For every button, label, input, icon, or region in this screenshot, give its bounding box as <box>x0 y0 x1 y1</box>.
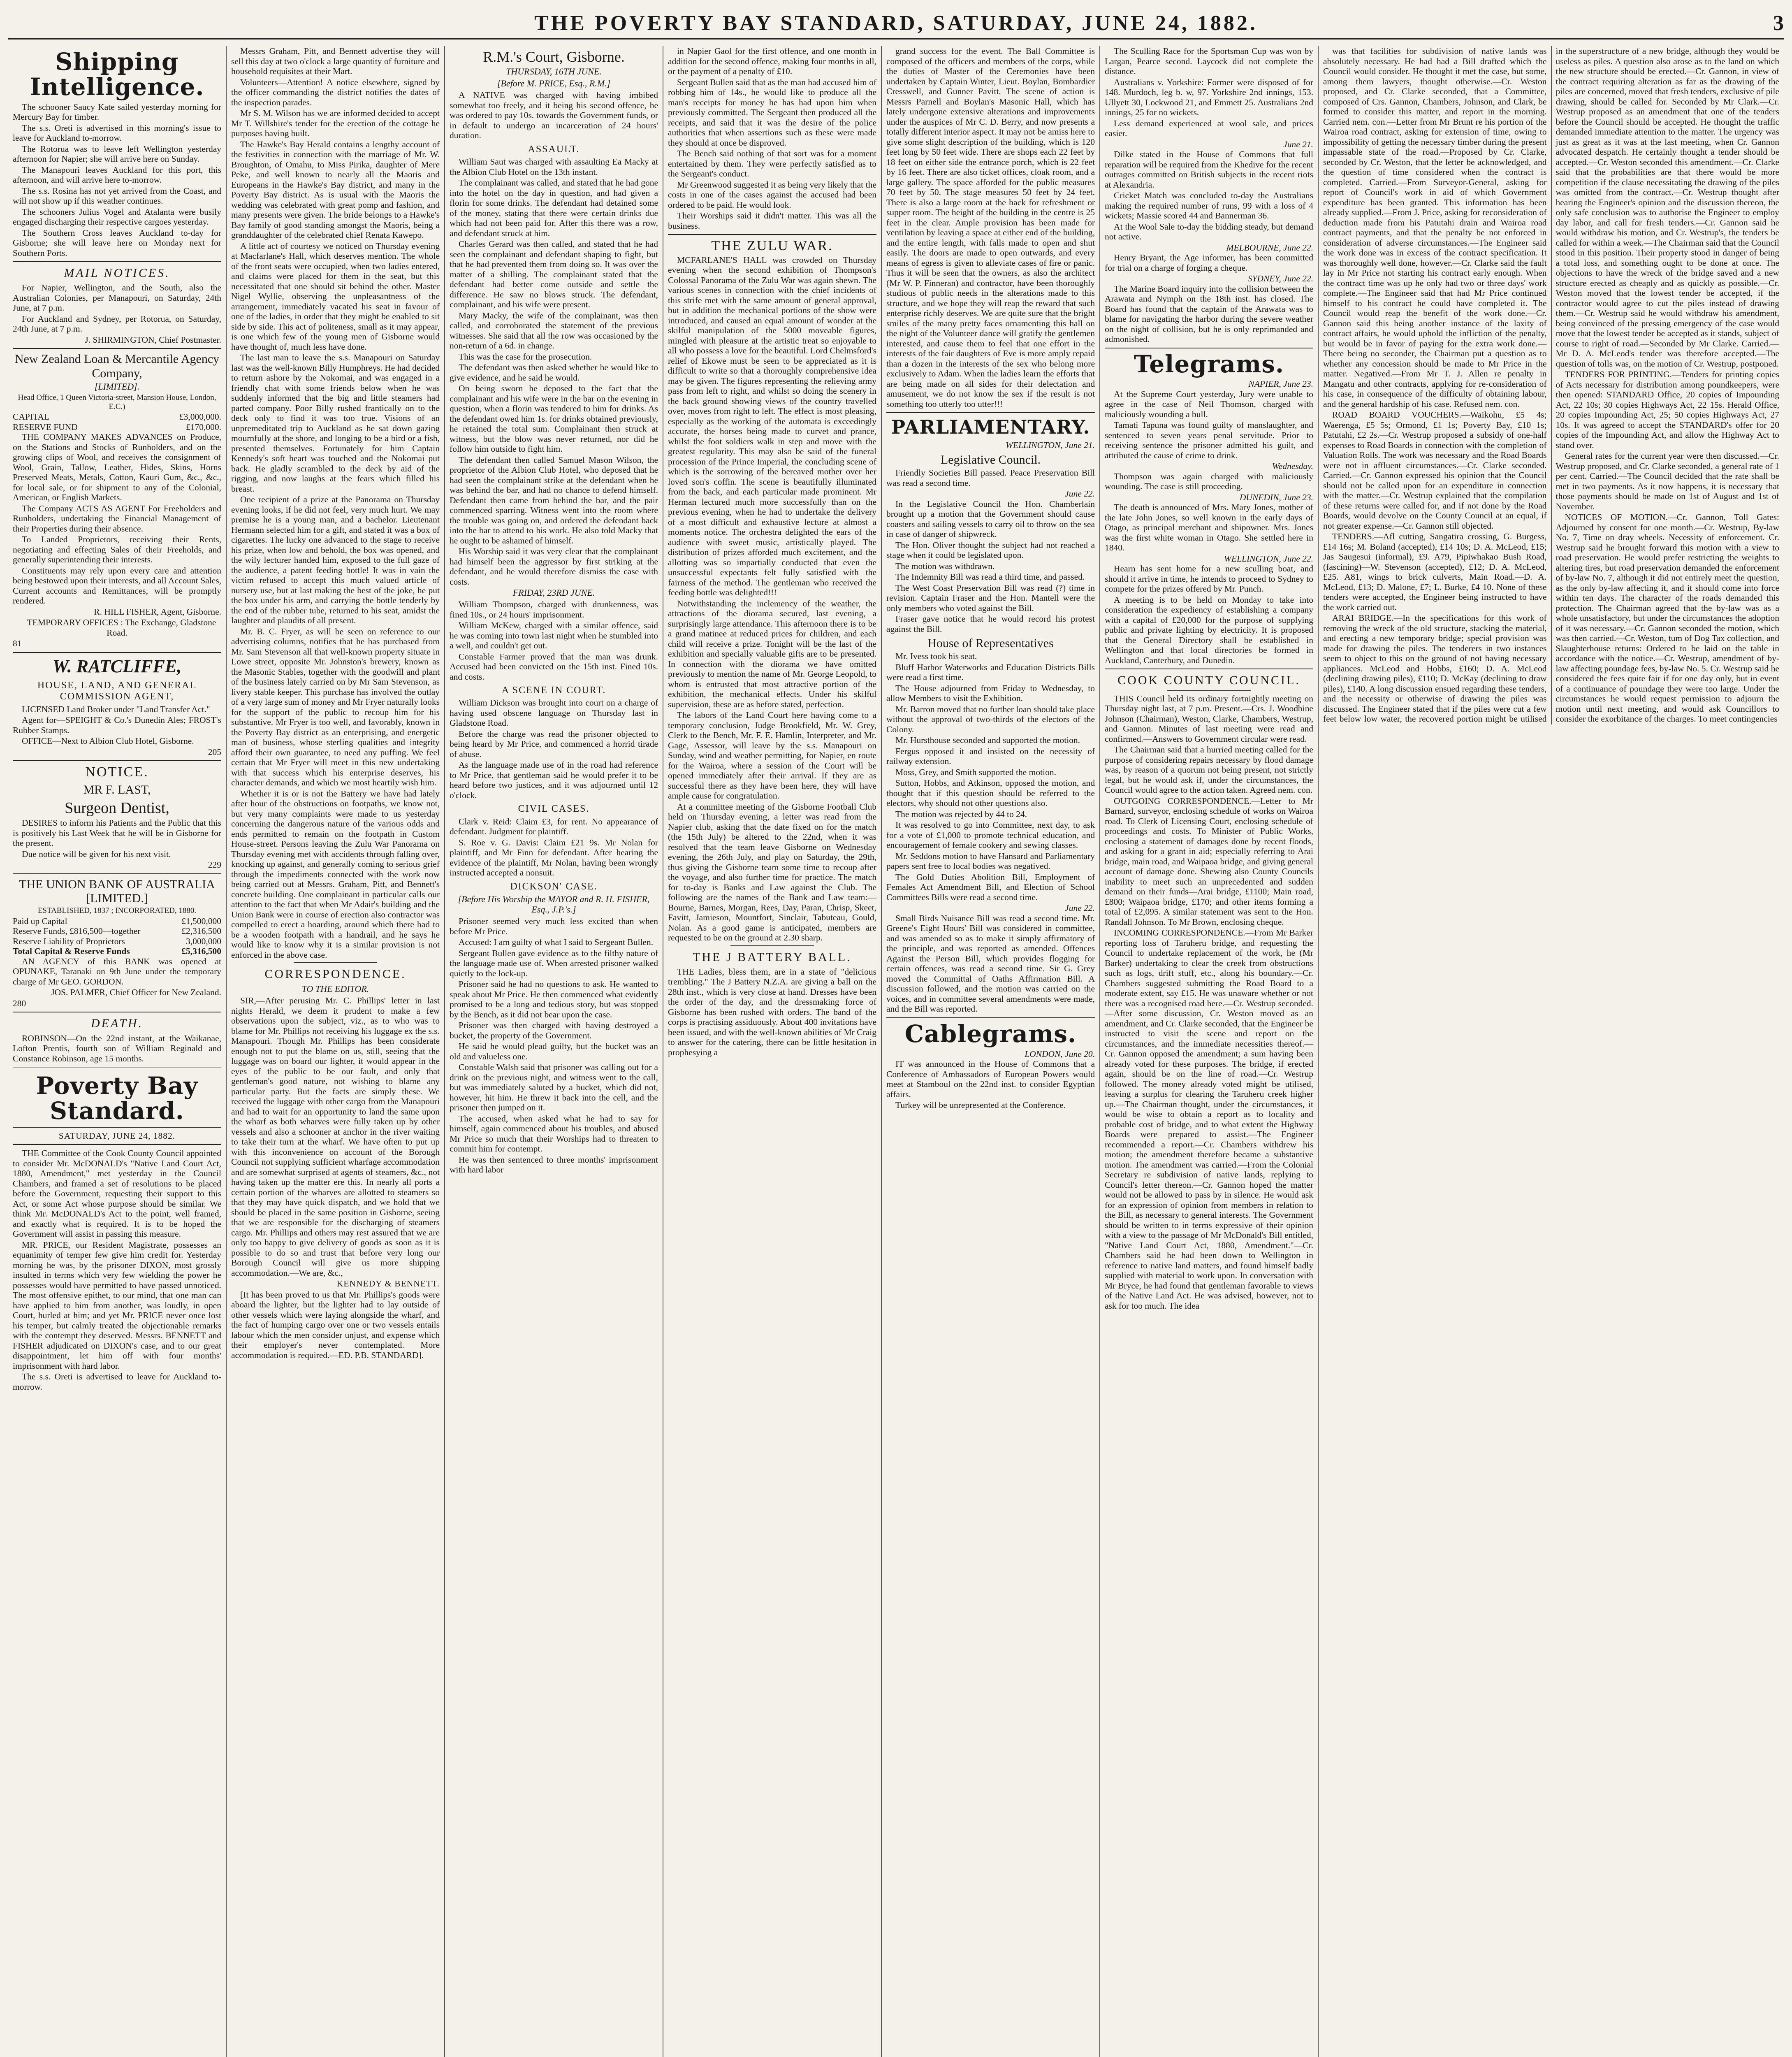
parl-text <box>886 468 1095 488</box>
cable-text <box>886 1059 1095 1110</box>
columns <box>8 46 1784 2057</box>
shipping-item: The schooner Saucy Kate sailed yesterday morning for Mercury Bay for timber. <box>13 102 221 122</box>
masthead <box>8 8 1784 39</box>
napier-dateline: NAPIER, June 23. <box>1248 379 1313 389</box>
cable-para: Less demand experienced at wool sale, and prices easier. <box>1105 118 1313 138</box>
news-para: A little act of courtesy we noticed on Thursday evening at Macfarlane's Hall, which deserves mention. The whole of the front seats were occupied, when two ladies entered, and claims were placed for them in the seat, but this necessitated that one should sit behind the other. Master Nigel Wyllie, observing the unpleasantness of the arrangement, immediately vacated his seat in favour of one of the ladies, in order that they might be enabled to sit side by side. This act of politeness, small as it may appear, is one which few of the young men of Gisborne would have thought of, much less have done. <box>231 241 440 352</box>
council-para: ROAD BOARD VOUCHERS.—Waikohu, £5 4s; Waerenga, £5 5s; Ormond, £1 1s; Poverty Bay, £10 1s; Patutahi, £2 2s.—Cr. Westrup proposed a subsidy of one-half expenses to Road Boards in connection with the completion of Valuation Rolls. The work was necessary and the Road Boards were not in affluent circumstances.—Cr. Clarke seconded. Carried.—Cr. Gannon expressed his opinion that the Council should not be called upon for an expenditure in connection with the matter.—Cr. Westrup explained that the compilation of these returns were called for, and if not done by the Road Boards, would devolve on the County Council at an equal, if not greater expense.—Cr. Gannon still objected. <box>1323 410 1547 531</box>
shipping-item: The s.s. Oreti is advertised in this morning's issue to leave for Auckland to-morrow. <box>13 123 221 143</box>
dickson-before: [Before His Worship the MAYOR and R. H. FISHER, Esq., J.P.'s.] <box>458 894 650 915</box>
last-text <box>13 818 221 859</box>
last-para: Due notice will be given for his next visit. <box>22 849 171 859</box>
nz-loan-para: To Landed Proprietors, receiving their Rents, negotiating and effecting Sales of their Freeholds, and generally superintending their interests. <box>13 534 221 565</box>
union-est: ESTABLISHED, 1837 ; INCORPORATED, 1880. <box>37 906 197 915</box>
cable-para: Australians v. Yorkshire: Former were disposed of for 148. Murdoch, leg b. w, 97. Yorkshire 2nd innings, 153. Ullyett 30, Lockwood 21, and Emmett 25. Australians 2nd innings, 25 for no wickets. <box>1105 77 1313 117</box>
court-before: [Before M. PRICE, Esq., R.M.] <box>497 78 611 89</box>
friday-date: FRIDAY, 23RD JUNE. <box>512 587 595 598</box>
house-para: Mr. Hursthouse seconded and supported the motion. <box>895 735 1080 745</box>
civil-para: S. Roe v. G. Davis: Claim £21 9s. Mr Nolan for plaintiff, and Mr Finn for defendant. After hearing the evidence of the plaintiff, Mr Nolan, having been wrongly instructed accepted a nonsuit. <box>450 837 658 878</box>
dickson-para: Prisoner was then charged with having destroyed a bucket, the property of the Government. <box>450 1020 658 1040</box>
court-date: THURSDAY, 16TH JUNE. <box>506 66 602 77</box>
cable-para: At the Wool Sale to-day the bidding steady, but demand not active. <box>1105 221 1313 241</box>
house-para: Mr. Barron moved that no further loan should take place without the approval of two-thirds of the electors of the Colony. <box>886 704 1095 734</box>
cook-para: INCOMING CORRESPONDENCE.—From Mr Barker reporting loss of Taruheru bridge, and requesting the Council to undertake replacement of the work, he (Mr Barker) undertaking to clear the creek from obstructions such as logs, drift stuff, etc., along his boundary.—Cr. Chambers suggested submitting the Road Board to a moderate extent, say £15. He was unaware whether or not there was a recognised road here.—Cr. Westrup seconded.—After some discussion, Cr. Weston moved as an amendment, and Cr. Clarke seconded, that the Engineer be instructed to visit the scene and report on the circumstances, and the immediate necessities thereof.—Cr. Gannon opposed the amendment; a sum having been already voted for these purposes. The bridge, if erected again, should be on the line of road.—Cr. Westrup followed. The money already voted might be utilised, leaving a surplus for clearing the Taruheru creek higher up.—The Chairman thought, under the circumstances, it would be wise to obtain a report as to locality and probable cost of bridge, and to what extent the Highway Boards were prepared to assist.—The Engineer recommended a report.—Cr. Chambers withdrew his motion; the amendment therefore became a substantive motion. The amendment was carried.—From the Colonial Secretary re subdivision of native lands, replying to Council's letter thereon.—Cr. Gannon hoped the matter would not be allowed to pass by in silence. He would ask for an expression of opinion from members in relation to the Bill, as necessary to general interests. The Government should be written to in terms expressive of their opinion with a view to the passage of Mr McDonald's Bill entitled, "Native Land Court Act, 1880, Amendment."—Cr. Chambers said he had been down to Wellington in reference to native land matters, and found himself badly supplied with material to work upon. In conversation with Mr Bryce, he had found that gentleman favorable to views of the Native Land Act. He was advised, however, not to ask for too much. The idea <box>1105 928 1313 1311</box>
dickson-para: Prisoner seemed very much less excited than when before Mr Price. <box>450 916 658 936</box>
nz-loan-para: THE COMPANY MAKES ADVANCES on Produce, on the Stations and Stocks of Runholders, and on the growing clips of Wool, and receives the consignment of Wool, Grain, Tallow, Leather, Hides, Skins, Horns Preserved Meats, Metals, Cotton, Kauri Gum, &c., &c., for local sale, or for shipment to any of the Colonial, American, or English Markets. <box>13 432 221 503</box>
court-para: A NATIVE was charged with having imbibed somewhat too freely, and it being his second offence, he was ordered to pay 10s. towards the Government funds, or in default to undergo an incarceration of 24 hours' duration. <box>450 90 658 141</box>
cook-heading: COOK COUNTY COUNCIL. <box>1117 673 1301 687</box>
cable-para: Turkey will be unrepresented at the Conference. <box>895 1100 1066 1110</box>
mail-sign: J. SHIRMINGTON, Chief Postmaster. <box>85 334 221 345</box>
ratcliffe-text <box>13 704 221 746</box>
wellington-para: A meeting is to be held on Monday to take into consideration the expediency of establishing a company with a capital of £20,000 for the purpose of supplying public and private lighting by electricity. It is proposed that the General Directory shall be established in Wellington and that local directories be formed in Auckland, Canterbury, and Dunedin. <box>1105 594 1313 665</box>
masthead-title: THE POVERTY BAY STANDARD, SATURDAY, JUNE 24, 1882. <box>534 11 1258 35</box>
leader-para: MR. PRICE, our Resident Magistrate, possesses an equanimity of temper few give him credit for. Yesterday morning he was, by the prisoner DIXON, most grossly insulted in terms which very few wielding the power he possesses would have permitted to have passed unnoticed. The most offensive epithet, to our mind, that one man can have applied to him from another, was loudly, in open Court, hurled at him; and yet Mr. PRICE never once lost his temper, but calmly treated the objectionable remarks with the contempt they deserved. Messrs. BENNETT and FISHER adjudicated on DIXON's case, and to our great disappointment, let him off with four months' imprisonment with hard labor. <box>13 1240 221 1371</box>
nz-loan-heading: New Zealand Loan & Mercantile Agency Company, <box>14 352 220 380</box>
cable-dateline: LONDON, June 20. <box>1025 1049 1095 1059</box>
house-para: Sutton, Hobbs, and Atkinson, opposed the motion, and thought that if this question should be referred to the electors, why should not other questions also. <box>886 778 1095 808</box>
telegrams-heading: Telegrams. <box>1134 350 1284 378</box>
shipping-item: The Manapouri leaves Auckland for this port, this afternoon, and will arrive here to-morrow. <box>13 165 221 185</box>
correspondence-note: [It has been proved to us that Mr. Phillips's goods were aboard the lighter, but the lighter had to lay outside of other vessels which were laying alongside the wharf, and the fact of humping cargo over one or two vessels entails labour which the men consider unjust, and expense which their employer's never contemplated. More accommodation is required.—ED. P.B. STANDARD]. <box>231 1289 440 1360</box>
assault-para: This was the case for the prosecution. <box>459 351 592 362</box>
dunedin-dateline: DUNEDIN, June 23. <box>1239 492 1313 502</box>
cook-para: OUTGOING CORRESPONDENCE.—Letter to Mr Barnard, surveyor, enclosing schedule of works on Wairoa road. To Clerk of Licensing Court, enclosing schedule of proceedings and costs. To Minister of Public Works, enclosing a statement of damages done by recent floods, and asking for a grant in aid; especially referring to Arai bridge, main road, and Waipaoa bridge, and giving general account of damage done. Shewing also County Councils inability to meet such an unprecedented and sudden demand on their funds—Arai bridge, £1100; Main road, £800; Waipaoa bridge, £170; and other items forming a total of £2,095. A similar statement was sent to the Hon. Randall Johnson. To Mr Brown, enclosing cheque. <box>1105 796 1313 927</box>
cable-para: Dilke stated in the House of Commons that full reparation will be required from the Khedive for the recent outrages committed on British subjects in the recent riots at Alexandria. <box>1105 149 1313 190</box>
parl-dateline: WELLINGTON, June 21. <box>1005 440 1095 450</box>
melbourne-text: Henry Bryant, the Age informer, has been committed for trial on a charge of forging a cheque. <box>1105 253 1313 273</box>
house-heading: House of Representatives <box>927 636 1054 650</box>
council-para: NOTICES OF MOTION.—Cr. Gannon, Toll Gates: Adjourned by consent for one month.—Cr. Westrup, By-law No. 7, Time on dray wheels. Necessity of enforcement. Cr. Westrup said he brought forward this motion with a view to road preservation. He would prefer restricting the weights to altering tires, but road preservation demanded the enforcement of by-law No. 7, although it did not entirely meet the question, as the only by-law affecting it, and it should come into force within ten days. The character of the roads demanded this protection. The Chairman agreed that the by-law was as a whole unsatisfactory, but under the circumstances the adoption of it was necessary.—Cr. Gannon seconded the motion, which was then carried.—Cr. Weston, tum of Dog Tax collection, and Slaughterhouse returns: Ordered to be laid on the table in accordance with the notice.—Cr. Westrup, amendment of by-law affecting poundage fees, by-law No. 5. Cr. Westrup said he considered the fees quite fair if for one day only, but in event of a continuance of poundage they were too large. Under the circumstances he would request permission to adjourn the motion until next meeting, and would ask Councillors to consider the exorbitance of the charges. To meet contingencies <box>1556 512 1779 724</box>
assault-para: The defendant was then asked whether he would like to give evidence, and he said he would. <box>450 362 658 383</box>
page-number: 3 <box>1773 11 1784 35</box>
shipping-list <box>13 102 221 258</box>
parl-para: The West Coast Preservation Bill was read (?) time in revision. Captain Fraser and the Hon. Mantell were the only members who voted against the Bill. <box>886 583 1095 613</box>
court-heading: R.M.'s Court, Gisborne. <box>483 49 625 65</box>
news-para: Mr. B. C. Fryer, as will be seen on reference to our advertising columns, notifies that he has purchased from Mr. Sam Stevenson all that well-known property situate in Lowe street, opposite Mr. Johnston's brewery, known as the Masonic Stables, together with the goodwill and plant of the business lately carried on by Mr Sam Stevenson, as livery stable keeper. This purchase has involved the outlay of a very large sum of money and Mr Fryer naturally looks for the support of the public to recoup him for his substantive. Mr Fryer is too well, and favorably, known in the Poverty Bay district as an enterprising, and energetic man of business, whose sterling qualities and integrity afford their own guarantee, to need any puffing. We feel certain that Mr Fryer will meet in this new undertaking with that success which his enterprise deserves, his character demands, and which we most heartily wish him. <box>231 626 440 787</box>
dickson-para: Constable Walsh said that prisoner was calling out for a drink on the previous night, and witness went to the call, but was immediately saluted by a bucket, which did not, however, hit him. He threw it back into the cell, and the prisoner then jumped on it. <box>450 1062 658 1113</box>
leader-text <box>13 1148 221 1392</box>
friday-text <box>450 599 658 682</box>
news-para: The Hawke's Bay Herald contains a lengthy account of the festivities in connection with the marriage of Mr. W. Broughton, of Omahu, to Miss Pirika, daughter of Mere Peke, and well known to nearly all the Maoris and Europeans in the Hawke's Bay district, and many in the Poverty Bay district. As is usual with the Maoris the wedding was celebrated with great pomp and fashion, and many presents were given. The bride belongs to a Hawke's Bay family of good standing amongst the Maoris, being a granddaughter of the celebrated chief Renata Kawepo. <box>231 139 440 240</box>
wellington-text <box>1105 564 1313 665</box>
union-para: AN AGENCY of this BANK was opened at OPUNAKE, Taranaki on 9th June under the temporary charge of Mr GEO. GORDON. <box>13 956 221 987</box>
assault-para: William Saut was charged with assaulting Ea Macky at the Albion Club Hotel on the 13th instant. <box>450 157 658 177</box>
zulu-heading: THE ZULU WAR. <box>711 238 833 253</box>
parl-june22: June 22. <box>1065 489 1095 499</box>
column-3 <box>445 46 663 2057</box>
column-5 <box>882 46 1100 2057</box>
ratcliffe-para: Agent for—SPEIGHT & Co.'s Dunedin Ales; FROST's Rubber Stamps. <box>13 715 221 735</box>
dickson-heading: DICKSON' CASE. <box>510 881 598 892</box>
house-para: It was resolved to go into Committee, next day, to ask for a vote of £1,000 to promote technical education, and encouragement of female cookery and sewing classes. <box>886 820 1095 850</box>
zulu-para: The labors of the Land Court here having come to a temporary conclusion, Judge Brookfield, Mr. W. Grey, Clerk to the Bench, Mr. F. E. Hamlin, Interpreter, and Mr. Gage, Assessor, will leave by the s.s. Manapouri on Sunday, wind and weather permitting, for Napier, en route for the Wairoa, where a session of the Court will be opened immediately after their arrival. If they are as successful there as they have been here, they will have ample cause for congratulation. <box>668 710 876 801</box>
court-continued <box>668 46 876 231</box>
last-para: DESIRES to inform his Patients and the Public that this is positively his Last Week that he will be in Gisborne for the present. <box>13 818 221 848</box>
court-cont-para: Mr Greenwood suggested it as being very likely that the costs in one of the cases against the accused had been ordered to be paid. He would look. <box>668 179 876 210</box>
house-para: Mr. Ivess took his seat. <box>895 651 977 662</box>
mail-item: For Napier, Wellington, and the South, also the Australian Colonies, per Manapouri, on Saturday, 24th June, at 7 p.m. <box>13 283 221 313</box>
melbourne-dateline: MELBOURNE, June 22. <box>1226 242 1313 253</box>
court-text <box>450 90 658 141</box>
assault-para: Mary Macky, the wife of the complainant, was then called, and corroborated the statement of the previous witnesses. She said that all the row was occasioned by the non-return of a 6d. in change. <box>450 310 658 351</box>
house-para: The motion was rejected by 44 to 24. <box>895 809 1027 819</box>
ratcliffe-num: 205 <box>208 747 221 757</box>
council-para: General rates for the current year were then discussed.—Cr. Westrup proposed, and Cr. Clarke seconded, a general rate of 1 per cent. Carried.—The Council decided that the rate shall be met in two payments. As it now happens, it is necessary that those payments should be made on 1st of August and 1st of November. <box>1556 451 1779 511</box>
leader-para: THE Committee of the Cook County Council appointed to consider Mr. McDONALD's "Native Land Court Act, 1880, Amendment," met yesterday in the Council Chambers, and framed a set of resolutions to be placed before the Government, requesting their support to this Act, or some Act whose purpose should be similar. We think Mr. McDONALD's Act to the point, well framed, and exactly what is required. It is to be hoped the Government will assist in passing this measure. <box>13 1148 221 1239</box>
house-para: Small Birds Nuisance Bill was read a second time. Mr. Greene's Eight Hours' Bill was considered in committee, and was amended so as to make it simply affirmatory of the principle, and was reported as amended. Offences Against the Person Bill, which provides flogging for certain offences, was read a second time. Sir G. Grey moved the Committal of Oaths Affirmation Bill. A discussion followed, and the motion was carried on the voices, and in committee several amendments were made, and the Bill was reported. <box>886 913 1095 1014</box>
shipping-item: The s.s. Rosina has not yet arrived from the Coast, and will not show up if this weather continues. <box>13 186 221 206</box>
nz-loan-office: Head Office, 1 Queen Victoria-street, Mansion House, London, E.C.) <box>18 393 216 411</box>
news-para: One recipient of a prize at the Panorama on Thursday evening looks, if he did not feel, very much hurt. We may premise he is a young man, and a bachelor. Lieutenant Hermann selected him for a gift, and stated it was a box of cigarettes. The lucky one advanced to the stage to receive his prize, when low and behold, the box was opened, and the wily lecturer handed him, exposed to the full gaze of the audience, a patent feeding bottle! It was in vain the victim refused to accept this much valued article of nursery use, but at last making the best of the joke, he put the box under his arm, and carrying the bottle tenderly by the end of the rubber tube, returned to his seat, amidst the laughter and plaudits of all present. <box>231 495 440 625</box>
civil-para: Clark v. Reid: Claim £3, for rent. No appearance of defendant. Judgment for plaintiff. <box>450 816 658 837</box>
house-para: Moss, Grey, and Smith supported the motion. <box>895 767 1056 777</box>
parl-text-2 <box>886 499 1095 634</box>
column-2 <box>227 46 445 2057</box>
ratcliffe-para: OFFICE—Next to Albion Club Hotel, Gisborne. <box>22 736 194 746</box>
cable-para: IT was announced in the House of Commons that a Conference of Ambassadors of European Powers would meet at Stamboul on the 22nd inst. to consider Egyptian affairs. <box>886 1059 1095 1099</box>
cook-para: The Chairman said that a hurried meeting called for the purpose of considering repairs necessary by flood damage was, by reason of a quorum not being present, not strictly legal, but he would ask if, under the circumstances, the Council would agree to the action taken. Agreed nem. con. <box>1105 745 1313 795</box>
scene-para: As the language made use of in the road had reference to Mr Price, that gentleman said he would prefer it to be heard before two justices, and it was adjourned until 12 o'clock. <box>450 760 658 800</box>
news-para: Whether it is or is not the Battery we have had lately after hour of the obstructions on footpaths, we know not, but very many complaints were made to us yesterday concerning the dangerous nature of the various odds and ends permitted to remain on the footpath in Custom House-street. Persons leaving the Zulu War Panorama on Thursday evening met with accidents through falling over, knocking up against, and generally coming to serious grief through the impediments connected with the work now being carried out at Messrs. Graham, Pitt, and Bennett's concrete building. One complainant in particular calls our attention to the fact that when Mr Adair's building and the Union Bank were in course of erection also contractor was compelled to erect a hoarding, around which there had to be a wooden footpath with a handrail, and he says he would like to know why it is a similar provision is not enforced in the above case. <box>231 788 440 960</box>
council-para: was that facilities for subdivision of native lands was absolutely necessary. He had had a Bill drafted which the Council would consider. He thought it met the case, but some, among them lawyers, thought otherwise.—Cr. Weston proposed, and Cr. Clarke seconded, that a Committee, composed of Crs. Gannon, Chambers, Johnson, and Clark, be formed to consider this matter, and report in the morning. Carried nem. con.—Letter from Mr Brunt re his portion of the Wairoa road contract, asking for extension of time, owing to impossibility of getting the necessary timber during the present impassable state of the road.—Proposed by Cr. Clarke, seconded by Cr. Weston, that the letter be acknowledged, and the question of time considered when the contract is completed. Carried.—From Surveyor-General, asking for report of Council's work in aid of which Government expenditure has been granted. This information has been already supplied.—From J. Price, asking for reconsideration of deduction made from his Patutahi drain and Wairoa road contract payments, and that the penalty be not enforced in consideration of adverse circumstances.—The Engineer said the work done was in excess of the contract specification. It was thoroughly well done, however.—Cr. Clarke said the fault lay in Mr Price not starting his contract early enough. When the contract time was up he only had two or three days' work complete.—The Engineer said that had Mr Price continued himself to his contract he could have completed it. The Council would reap the benefit of the work done.—Cr. Gannon said this being another instance of the laxity of contract affairs, he would uphold the infliction of the penalty, but would be in favor of paying for the extra work done.—There being no seconder, the Chairman put a question as to whether any concession should be made to Mr Price in the matter. Negatived.—From Mr T. J. Allen re penalty in Mangatu and other contracts, applying for re-consideration of his case, in consequence of the difficulty of obtaining labour, and the general hardship of his case. Refused nem. con. <box>1323 46 1547 409</box>
wellington-para: Hearn has sent home for a new sculling boat, and should it arrive in time, he intends to proceed to Sydney to compete for the prizes offered by Mr. Punch. <box>1105 564 1313 594</box>
parl-para: Fraser gave notice that he would record his protest against the Bill. <box>886 614 1095 634</box>
cable-para: The Sculling Race for the Sportsman Cup was won by Largan, Pearce second. Laycock did not complete the distance. <box>1105 46 1313 76</box>
correspondence-heading: CORRESPONDENCE. <box>264 967 406 981</box>
local-news <box>231 46 440 960</box>
capital-row: CAPITAL £3,000,000. <box>13 412 221 422</box>
mail-list <box>13 283 221 334</box>
last-heading: MR F. LAST, <box>83 782 151 796</box>
battery-text <box>668 967 876 1058</box>
napier-text <box>1105 389 1313 461</box>
scene-para: Before the charge was read the prisoner objected to being heard by Mr Price, and commenced a horrid tirade of abuse. <box>450 729 658 759</box>
scene-text <box>450 698 658 800</box>
sydney-dateline: SYDNEY, June 22. <box>1247 274 1313 283</box>
nz-loan-agent: R. HILL FISHER, Agent, Gisborne. <box>94 606 221 617</box>
death-para: ROBINSON—On the 22nd instant, at the Waikanae, Lofton Prentis, fourth son of William Reginald and Constance Robinson, age 15 months. <box>13 1033 221 1063</box>
last-num: 229 <box>208 860 221 870</box>
dickson-para: The accused, when asked what he had to say for himself, again commenced about his troubles, and abused Mr Price so much that their Worships had to threaten to commit him for contempt. <box>450 1113 658 1154</box>
ratcliffe-para: LICENSED Land Broker under "Land Transfer Act." <box>22 704 210 714</box>
parliamentary-heading: PARLIAMENTARY. <box>891 416 1090 438</box>
dickson-text <box>450 916 658 1175</box>
assault-text <box>450 157 658 587</box>
news-para: Volunteers—Attention! A notice elsewhere, signed by the officer commanding the district notifies the dates of the inspection parades. <box>231 77 440 107</box>
correspondence-sub: TO THE EDITOR. <box>301 984 369 994</box>
sydney-text: The Marine Board inquiry into the collision between the Arawata and Nymph on the 18th inst. has closed. The Board has found that the captain of the Arawata was to blame for navigating the harbor during the severe weather on the night of collision, but he is only reprimanded and admonished. <box>1105 283 1313 344</box>
nz-loan-para: Constituents may rely upon every care and attention being bestowed upon their interests, and all Account Sales, Current accounts and Remittances, will be promptly rendered. <box>13 565 221 606</box>
assault-para: The defendant then called Samuel Mason Wilson, the proprietor of the Albion Club Hotel, who deposed that he had seen the complainant strike at the defendant when he was behind the bar, and had no chance to defend himself. Defendant then came from behind the bar, and the pair commenced sparring. Witness went into the room where the trouble was going on, and ordered the defendant back into the bar to attend to his work. He also told Macky that he ought to be ashamed of himself. <box>450 455 658 546</box>
dickson-para: Prisoner said he had no questions to ask. He wanted to speak about Mr Price. He then commenced what evidently promised to be a long and tedious story, but was stopped by the Bench, as it did not bear upon the case. <box>450 979 658 1019</box>
correspondence-text <box>231 996 440 1278</box>
civil-text <box>450 817 658 878</box>
council-para: TENDERS.—Afl cutting, Sangatira crossing, G. Burgess, £14 16s; M. Boland (accepted), £14 10s; D. A. McLeod, £15; Jas Saugesui (informal), £9. A79, Pipiwhakao Bush Road, (fascining)—W. Stevenson (accepted), £12; D. A. McLeod, £25. A81, wings to brick culverts, Main Road.—D. A. McLeod, £13; D. Malone, £7; L. Burke, £4 10. None of these tenders were accepted, the Engineer being instructed to have the work carried out. <box>1323 532 1547 612</box>
ratcliffe-sub: HOUSE, LAND, AND GENERAL COMMISSION AGENT, <box>37 680 197 702</box>
date-line: SATURDAY, JUNE 24, 1882. <box>58 1131 176 1141</box>
napier-para: At the Supreme Court yesterday, Jury were unable to agree in the case of Neil Thomson, charged with maliciously wounding a bull. <box>1105 389 1313 419</box>
house-text-2 <box>886 913 1095 1014</box>
nz-loan-para: The Company ACTS AS AGENT For Freeholders and Runholders, undertaking the Financial Management of their Properties during their absence. <box>13 503 221 534</box>
wellington-dateline: WELLINGTON, June 22. <box>1224 553 1313 564</box>
column-4 <box>663 46 882 2057</box>
parl-para: Friendly Societies Bill passed. Peace Preservation Bill was read a second time. <box>886 468 1095 488</box>
house-text <box>886 651 1095 902</box>
assault-para: The complainant was called, and stated that he had gone into the hotel on the day in question, and had given a florin for some drinks. The defendant had detained some of the money, stating that there were certain drinks due which had not been paid for. After this there was a row, and defendant struck at him. <box>450 178 658 238</box>
shipping-item: The Rotorua was to leave left Wellington yesterday afternoon for Napier; she will arrive here on Sunday. <box>13 144 221 164</box>
scene-heading: A SCENE IN COURT. <box>501 685 606 696</box>
parl-para: The Indemnity Bill was read a third time, and passed. <box>895 572 1085 582</box>
cook-para: THIS Council held its ordinary fortnightly meeting on Thursday night last, at 7 p.m. Present.—Crs. J. Woodbine Johnson (Chairman), Weston, Clarke, Chambers, Westrup, and Gannon. Minutes of last meeting were read and confirmed.—Answers to Government circular were read. <box>1105 693 1313 744</box>
house-para: Bluff Harbor Waterworks and Education Districts Bills were read a first time. <box>886 662 1095 683</box>
column-7 <box>1319 46 1784 2057</box>
june21: June 21. <box>1283 139 1313 149</box>
parl-para: In the Legislative Council the Hon. Chamberlain brought up a motion that the Government should cause coasters and sailing vessels to carry oil to throw on the sea in case of danger of shipwreck. <box>886 499 1095 539</box>
court-cont-para: Sergeant Bullen said that as the man had accused him of robbing him of 14s., he would like to produce all the man's receipts for money he has had upon him when previously committed. The Sergeant then produced all the receipts, and said that it was the desire of the police authorities that when assertions such as these were made they should at once be disproved. <box>668 77 876 148</box>
cable-para: Cricket Match was concluded to-day the Australians making the required number of runs, 99 with a loss of 4 wickets; Massie scored 44 and Bannerman 36. <box>1105 190 1313 221</box>
zulu-text <box>668 255 876 943</box>
dickson-para: He was then sentenced to three months' imprisonment with hard labor <box>450 1154 658 1175</box>
news-para: Messrs Graham, Pitt, and Bennett advertise they will sell this day at two o'clock a large quantity of furniture and household requisites at their Mart. <box>231 46 440 76</box>
scene-para: William Dickson was brought into court on a charge of having used obscene language on Thursday last in Gladstone Road. <box>450 698 658 728</box>
column-6 <box>1100 46 1319 2057</box>
battery-continued <box>886 46 1095 409</box>
dunedin-text: The death is announced of Mrs. Mary Jones, mother of the late John Jones, so well known in the early days of Otago, as principal merchant and shipowner. Mrs. Jones was the first white woman in Otago. She settled here in 1840. <box>1105 502 1313 553</box>
council-heading: Legislative Council. <box>940 453 1041 467</box>
newspaper-page <box>8 8 1784 2057</box>
dickson-para: Sergeant Bullen gave evidence as to the filthy nature of the language made use of. When arrested prisoner walked quietly to the lock-up. <box>450 948 658 978</box>
council-para: ARAI BRIDGE.—In the specifications for this work of removing the wreck of the old structure, stacking the material, and erecting a new temporary bridge; special provision was made for drawing the piles. The tenderers in two instances seem to object to this on the ground of not having necessary appliances. McLeod and Hobbs, £160; D. A. McLeod (declining drawing piles), £110; D. McKay (declining to draw piles), £140. A long discussion ensued regarding these tenders, and the necessity or otherwise of drawing the piles was discussed. The Engineer stated that if the piles were cut a few feet below low water, the recovered portion might be utilised in the superstructure of a new bridge, although they would be useless as piles. A question also arose as to the land on which the new structure should be erected.—Cr. Gannon, in view of the contract requiring alteration as far as the drawing of the piles are concerned, moved that fresh tenders, exclusive of pile drawing, should be called for. Seconded by Mr Clark.—Cr. Westrup proposed as an amendment that one of the tenders before the Council should be accepted. He thought the traffic demanded immediate attention to the matter. The urgency was just as great as it was at the last meeting, when Cr. Gannon advocated despatch. He certainly thought a tender should be accepted.—Cr. Weston seconded this amendment.—Cr. Clarke said that the probabilities are that there would be more competition if the clause necessitating the drawing of the piles was omitted from the contract.—Cr. Westrup thought after hearing the Engineer's opinion and the discussion thereon, the only safe conclusion was to authorise the Engineer to employ day labor, and call for fresh tenders.—Cr. Gannon said he would withdraw his motion, and Cr. Westrup's, the tenders be called for within a week.—The Chairman said that the Council stood in this position. Their property stood in danger of being a total loss, and something ought to be done at once. The objections to have the wreck of the bridge saved and a new structure erected as cheaply and as quickly as possible.—Cr. Weston moved that the lowest tender be accepted, if the contractor would agree to cut the piles instead of drawing them.—Cr. Westrup said he would withdraw his amendment, being convinced of the pressing emergency of the case would move that the lowest tender be accepted as it stands, subject of course to right of road.—Seconded by Mr Clarke. Carried.—Mr D. A. McLeod's tender was therefore accepted.—The question of tolls was, on the motion of Cr. Westrup, postponed. <box>1323 46 1779 724</box>
notice-heading: NOTICE. <box>85 764 149 780</box>
last-sub: Surgeon Dentist, <box>65 799 169 817</box>
leader-para: The s.s. Oreti is advertised to leave for Auckland to-morrow. <box>13 1372 221 1392</box>
news-para: Mr S. M. Wilson has we are informed decided to accept Mr T. Willshire's tender for the erection of the cottage he purposes having built. <box>231 108 440 138</box>
house-para: The Gold Duties Abolition Bill, Employment of Females Act Amendment Bill, and Election of School Committees Bills were read a second time. <box>886 872 1095 902</box>
assault-para: Charles Gerard was then called, and stated that he had seen the complainant and defendant shaping to fight, but that he had prevented them from doing so. It was over the matter of a shilling. The complainant stated that the defendant had better come outside and settle the difference. He saw no blows struck. The defendant, complainant, and his wife were present. <box>450 239 658 310</box>
court-cont-para: in Napier Gaol for the first offence, and one month in addition for the second offence, making four months in all, or the payment of a penalty of £10. <box>668 46 876 76</box>
napier-para: Tamati Tapuna was found guilty of manslaughter, and sentenced to seven years penal servitude. Prior to receiving sentence the prisoner admitted his guilt, and attributed the cause of crime to drink. <box>1105 420 1313 460</box>
nz-loan-text <box>13 432 221 606</box>
house-para: The House adjourned from Friday to Wednesday, to allow Members to visit the Exhibition. <box>886 683 1095 703</box>
zulu-para: At a committee meeting of the Gisborne Football Club held on Thursday evening, a letter was read from the Napier club, asking that the date fixed on for the match (the 15th July) be altered to the 22nd, when it was resolved that the team leave Gisborne on Wednesday evening, the 26th July, and play on Saturday, the 29th, thus giving the Gisborne team some time to recoup after the voyage, and also further time for practice. The match for to-day is Banks and Law against the Club. The following are the names of the Bank and Law team:—Bourne, Barnes, Morgan, Rees, Day, Paran, Chrisp, Skeet, Favitt, Jamieson, Mountfort, Sinclair, Tabuteau, Gould, Nolan. As a good game is anticipated, members are requested to be on the ground at 2.30 sharp. <box>668 801 876 943</box>
reserve-row: RESERVE FUND £170,000. <box>13 422 221 432</box>
battery-heading: THE J BATTERY BALL. <box>693 950 852 964</box>
dickson-para: Accused: I am guilty of what I said to Sergeant Bullen. <box>459 937 654 947</box>
news-para: The last man to leave the s.s. Manapouri on Saturday last was the well-known Billy Humphreys. He had decided to return ashore by the Nokomai, and was engaged in a friendly chat with some friends below when he was suddenly informed that the big and little steamers had parted company. Poor Billy rushed frantically on to the deck only to find it was too true. Visions of an unpremeditated trip to Auckland as he sat down gazing mournfully at the shore, and longing to be a bird or a fish, presented themselves. Fortunately for him Captain Kennedy's soft heart was touched and the Nokomai put back. He gladly scrambled to the deck by aid of the rigging, and now laughs at the fears which filled his breast. <box>231 353 440 494</box>
assault-para: On being sworn he deposed to the fact that the complainant and his wife were in the bar on the evening in question, when a florin was tendered to him for drinks. As the defendant owed him 1s. for drinks obtained previously, he retained the total sum. Complainant then struck at witness, but the blow was never returned, nor did he follow him outside to fight him. <box>450 383 658 454</box>
friday-para: William Thompson, charged with drunkenness, was fined 10s., or 24 hours' imprisonment. <box>450 599 658 620</box>
ratcliffe-heading: W. RATCLIFFE, <box>52 656 182 676</box>
union-sign: JOS. PALMER, Chief Officer for New Zealand. <box>51 987 221 998</box>
parl-para: The Hon. Oliver thought the subject had not reached a stage when it could be legislated upon. <box>886 540 1095 560</box>
zulu-para: MCFARLANE'S HALL was crowded on Thursday evening when the second exhibition of Thompson's Colossal Panorama of the Zulu War was again shewn. The various scenes in connection with the chief incidents of this strife met with the same amount of general approval, but in addition the mechanical portions of the show were introduced, and caused an equal amount of wonder at the skilful manipulation of the 5000 moveable figures, mingled with pleasure at the artistic treat so enjoyable to all who possess a love for the beautiful. Lord Chelmsford's relief of Ekowe must be seen to be appreciated as it is difficult to write so that a thoroughly comprehensive idea may be given. The figures representing the relieving army pass from left to right, and whilst so doing the scenery in the back ground showing views of the country travelled over, moves from right to left. The effect is most pleasing, especially as the working of the automata is exceedingly accurate, the horses being made to curvet and prance, whilst the foot soldiers walk in step and move with the greatest regularity. This may also be said of the funeral procession of the Prince Imperial, the concluding scene of which is the sorrowing of the bereaved mother over her loved son's coffin. The scene is beautifully illuminated from the back, and each particular made prominent. Mr Herman lectured much more successfully than on the previous evening, when he had to undertake the delivery of a most difficult and exhaustive lecture at almost a moments notice. The orchestra delighted the ears of the audience with sweet music, artistically played. The distribution of prizes afforded much excitement, and the allotting was so impartially conducted that even the unsuccessful expectants felt fully satisfied with the fairness of the method. The gentleman who received the feeding bottle was delighted!!! <box>668 255 876 598</box>
civil-heading: CIVIL CASES. <box>518 803 590 815</box>
house-para: Fergus opposed it and insisted on the necessity of railway extension. <box>886 746 1095 766</box>
assault-heading: ASSAULT. <box>528 144 580 155</box>
shipping-heading: Shipping Intelligence. <box>30 48 204 101</box>
shipping-item: The schooners Julius Vogel and Atalanta were busily engaged discharging their respective cargoes yesterday. <box>13 207 221 227</box>
court-cont-para: Their Worships said it didn't matter. This was all the business. <box>668 211 876 231</box>
battery-cont-para: grand success for the event. The Ball Committee is composed of the officers and members of the corps, while the duties of Master of the Ceremonies have been undertaken by Captain Winter, Lieut. Boylan, Bombardier Cresswell, and Gunner Pavitt. The scene of action is Messrs Parnell and Boylan's Masonic Hall, which has lately undergone extensive alterations and improvements under the auspices of Mr C. D. Berry, and now presents a totally different interior aspect. It may not be amiss here to give some slight description of the building, which is 120 feet long by 50 feet wide. There are shops each 22 feet by 18 feet on either side the entrance porch, which is 22 feet by 16 feet. There are also ticket offices, cloak room, and a large gallery. The space afforded for the public measures 70 feet by 50. The stage measures 50 feet by 24 feet. There is also a large room at the back for refreshment or supper room. The height of the building in the centre is 25 feet in the clear. Ample provision has been made for ventilation by leaving a space at either end of the building, and the entire length, with falls made to open and shut easily. The doors are made to open outwards, and every means of egress is given to alleviate cases of fire or panic. Thus it will be seen that the owners, as also the architect (Mr W. P. Finneran) and contractor, have been thoroughly studious of public needs in the alterations made to this structure, and we hope they will reap the reward that such enterprise richly deserves. We are quite sure that the bright smiles of the many pretty faces ornamenting this hall on the night of the Volunteer dance will gratify the gentlemen interested, and cause them to feel that one effort in the interests of the fair daughters of Eve is more amply repaid than a dozen in the interests of the sex who belong more exclusively to Adam. When the ladies learn the efforts that are being made on all sides for their delectation and amusement, we do not know the sex if the result is not something too utterly too utter!!! <box>886 46 1095 409</box>
mail-item: For Auckland and Sydney, per Rotorua, on Saturday, 24th June, at 7 p.m. <box>13 313 221 334</box>
shipping-item: The Southern Cross leaves Auckland to-day for Gisborne; she will leave here on Monday next for Southern Ports. <box>13 228 221 258</box>
cable-mid <box>1105 149 1313 242</box>
house-june22: June 22. <box>1065 903 1095 913</box>
council-continued <box>1323 46 1779 724</box>
battery-para: THE Ladies, bless them, are in a state of "delicious trembling." The J Battery N.Z.A. are giving a ball on the 28th inst., which is very close at hand. Dresses have been the order of the day, and the dressmaking force of Gisborne has been rushed with orders. The band of the corps is practising assiduously. About 400 invitations have been issued, and with the well-known abilities of Mr Craig to answer for the catering, there can be little hesitation in prophesying a <box>668 966 876 1057</box>
parl-para: The motion was withdrawn. <box>895 561 995 571</box>
temp-offices: TEMPORARY OFFICES : The Exchange, Gladstone Road. <box>27 618 216 638</box>
paper-name: Poverty Bay Standard. <box>36 1072 198 1125</box>
council-para: TENDERS FOR PRINTING.—Tenders for printing copies of Acts necessary for distribution among poundkeepers, were then opened: STANDARD Office, 20 copies of Impounding Act, 22 10s; 30 copies Highways Act, 22 15s. Herald Office, 20 copies Impounding Act, 25; 50 copies Highways Act, 27 10s. It was agreed to accept the STANDARD's offer for 20 copies of the Impounding Act, and allow the Highway Act to stand over. <box>1556 369 1779 450</box>
friday-para: William McKew, charged with a similar offence, said he was coming into town last night when he stumbled into a well, and couldn't get out. <box>450 620 658 651</box>
mail-heading: MAIL NOTICES. <box>64 266 170 280</box>
correspondence-para: SIR,—After perusing Mr. C. Phillips' letter in last nights Herald, we deem it prudent to make a few observations upon the subject, viz., as to who was to blame for Mr. Phillips not receiving his luggage ex the s.s. Manapouri. Though Mr. Phillips has been considerate enough not to put the blame on us, still, seeing that the luggage was on board our lighter, it would appear in the eyes of the public to be our fault, and only that gentleman's good nature, not wishing to blame any particular party. But the facts are simply these. We received the luggage with other cargo from the Manapouri and had to wait for an opportunity to land the same upon the wharf as both wharves were fully taken up by other vessels and also a schooner at anchor in the river waiting to take their turn at the wharf. We have often to put up with this inconvenience on account of the Borough Council not supplying sufficient wharfage accommodation and are somewhat surprised at agents of steamers, &c., not having taken up the matter ere this. In nearly all ports a certain portion of the wharves are allotted to steamers so that they may have quick dispatch, and we hold that we should be placed in the same position in Gisborne, seeing that we are responsible for the discharging of steamers cargo. Mr. Phillips and others may rest assured that we are only too happy to give delivery of goods as soon as it is possible to do so and trust that before very long our Borough Council will give us more shipping accommodation.—We are, &c., <box>231 996 440 1278</box>
zulu-para: Notwithstanding the inclemency of the weather, the attractions of the diorama secured, last evening, a surprisingly large attendance. This afternoon there is to be a grand matinee at reduced prices for children, and each child will receive a prize. Tonight will be the last of the exhibition and specially valuable gifts are to be presented. In connection with the diorama we have omitted previously to mention the name of Mr. George Leopold, to whom is entrusted that most attractive portion of the exhibition, the mechanical effects. Under his skilful supervision, these are as before stated, perfection. <box>668 598 876 709</box>
cable-continued <box>1105 46 1313 139</box>
court-cont-para: The Bench said nothing of that sort was for a moment entertained by them. They were perfectly satisfied as to the Sergeant's conduct. <box>668 149 876 179</box>
cook-text <box>1105 694 1313 1311</box>
house-para: Mr. Seddons motion to have Hansard and Parliamentary papers sent free to local bodies was negatived. <box>886 851 1095 871</box>
nz-loan-sub: [LIMITED]. <box>94 381 140 392</box>
union-heading: THE UNION BANK OF AUSTRALIA [LIMITED.] <box>19 877 215 905</box>
wednesday: Wednesday. <box>1272 461 1313 471</box>
wednesday-text: Thompson was again charged with maliciously wounding. The case is still proceeding. <box>1105 471 1313 492</box>
dickson-para: He said he would plead guilty, but the bucket was an old and valueless one. <box>450 1041 658 1061</box>
column-1: Shipping Intelligence. The schooner Saucy Kate sailed yesterday morning for Mercury Bay for timber. The s.s. Oreti is advertised in this morning's issue to leave for Auckland to-morrow. The Rotorua was to leave left Wellington yesterday afternoon for Napier; she will arrive here on Sunday. The Manapouri leaves Auckland for this port, this afternoon, and will arrive here to-morrow. The s.s. Rosina has not yet arrived from the Coast, and will not show up if this weather continues. The schooners Julius Vogel and Atalanta were busily engaged discharging their respective cargoes yesterday. The Southern Cross leaves Auckland to-day for Gisborne; she will leave here on Monday next for Southern Ports. MAIL NOTICES. For Napier, Wellington, and the South, also the Australian Colonies, per Manapouri, on Saturday, 24th June, at 7 p.m. For Auckland and Sydney, per Rotorua, on Saturday, 24th June, at 7 p.m. J. SHIRMINGTON, Chief Postmaster. New Zealand Loan & Mercantile Agency Company, [LIMITED]. Head Office, 1 Queen Victoria-street, Mansion House, London, E.C.) CAPITAL £3,000,000. RESERVE FUND £170,000. THE COMPANY MAKES ADVANCES on Produce, on the Stations and Stocks of Runholders, and on the growing clips of Wool, and receives the consignment of Wool, Grain, Tallow, Leather, Hides, Skins, Horns Preserved Meats, Metals, Cotton, Kauri Gum, &c., &c., for local sale, or for shipment to any of the Colonial, American, or English Markets. The Company ACTS AS AGENT For Freeholders and Runholders, undertaking the Financial Management of their Properties during their absence. To Landed Proprietors, receiving their Rents, negotiating and effecting Sales of their Freeholds, and generally superintending their interests. Constituents may rely upon every care and attention being bestowed upon their interests, and all Account Sales, Current accounts and Remittances, will be promptly rendered. R. HILL FISHER, Agent, Gisborne. TEMPORARY OFFICES : The Exchange, Gladstone Road. 81 W. RATCLIFFE, HOUSE, LAND, AND GENERAL COMMISSION AGENT, LICENSED Land Broker under "Land Transfer Act." Agent for—SPEIGHT & Co.'s Dunedin Ales; FROST's Rubber Stamps. OFFICE—Next to Albion Club Hotel, Gisborne. 205 NOTICE. MR F. LAST, Surgeon Dentist, DESIRES to inform his Patients and the Public that this is positively his Last Week that he will be in Gisborne for the present. Due notice will be given for his next visit. 229 THE UNION BANK OF AUSTRALIA [LIMITED.] ESTABLISHED, 1837 ; INCORPORATED, 1880. Paid up Capital £1,500,000 Reserve Funds, £816,500—together £2,316,500 Reserve Liability of Proprietors 3,000,000 Total Capital & Reserve Funds £5,316,500 AN AGENCY of this BANK was opened at OPUNAKE, Taranaki on 9th June under the temporary charge of Mr GEO. GORDON. JOS. PALMER, Chief Officer for New Zealand. 280 DEATH. ROBINSON—On the 22nd instant, at the Waikanae, Lofton Prentis, fourth son of William Reginald and Constance Robinson, age 15 months. Poverty Bay Standard. SATURDAY, JUNE 24, 1882. THE Committee of the Cook County Council appointed to consider Mr. McDONALD's "Native Land Court Act, 1880, Amendment," met yesterday in the Council Chambers, and framed a set of resolutions to be placed before the Government, requesting their support to this Act, or some Act whose purpose should be similar. We think Mr. McDONALD's Act to the point, well framed, and exactly what is required. It is to be hoped the Government will assist in passing this measure. MR. PRICE, our Resident Magistrate, possesses an equanimity of temper few give him credit for. Yesterday morning he was, by the prisoner DIXON, most grossly insulted in terms which very few wielding the power he possesses would have permitted to have passed unnoticed. The most offensive epithet, to our mind, that one man can have applied to him from another, was loudly, in open Court, hurled at him; and yet Mr. PRICE never once lost his temper, but calmly treated the objectionable remarks with the contempt they deserved. Messrs. BENNETT and FISHER adjudicated on DIXON's case, and to our great disappointment, let him off with four months' imprisonment with hard labor. The s.s. Oreti is advertised to leave for Auckland to-morrow. <box>8 46 227 2057</box>
friday-para: Constable Farmer proved that the man was drunk. Accused had been convicted on the 15th inst. Fined 10s. and costs. <box>450 651 658 682</box>
correspondence-sign: KENNEDY & BENNETT. <box>336 1279 440 1289</box>
temp-num: 81 <box>13 638 22 649</box>
cablegrams-heading: Cablegrams. <box>904 1019 1077 1048</box>
assault-para: His Worship said it was very clear that the complainant had himself been the aggressor by first striking at the defendant, and he would therefore dismiss the case with costs. <box>450 546 658 587</box>
death-heading: DEATH. <box>90 1017 144 1031</box>
union-num: 280 <box>13 998 26 1008</box>
